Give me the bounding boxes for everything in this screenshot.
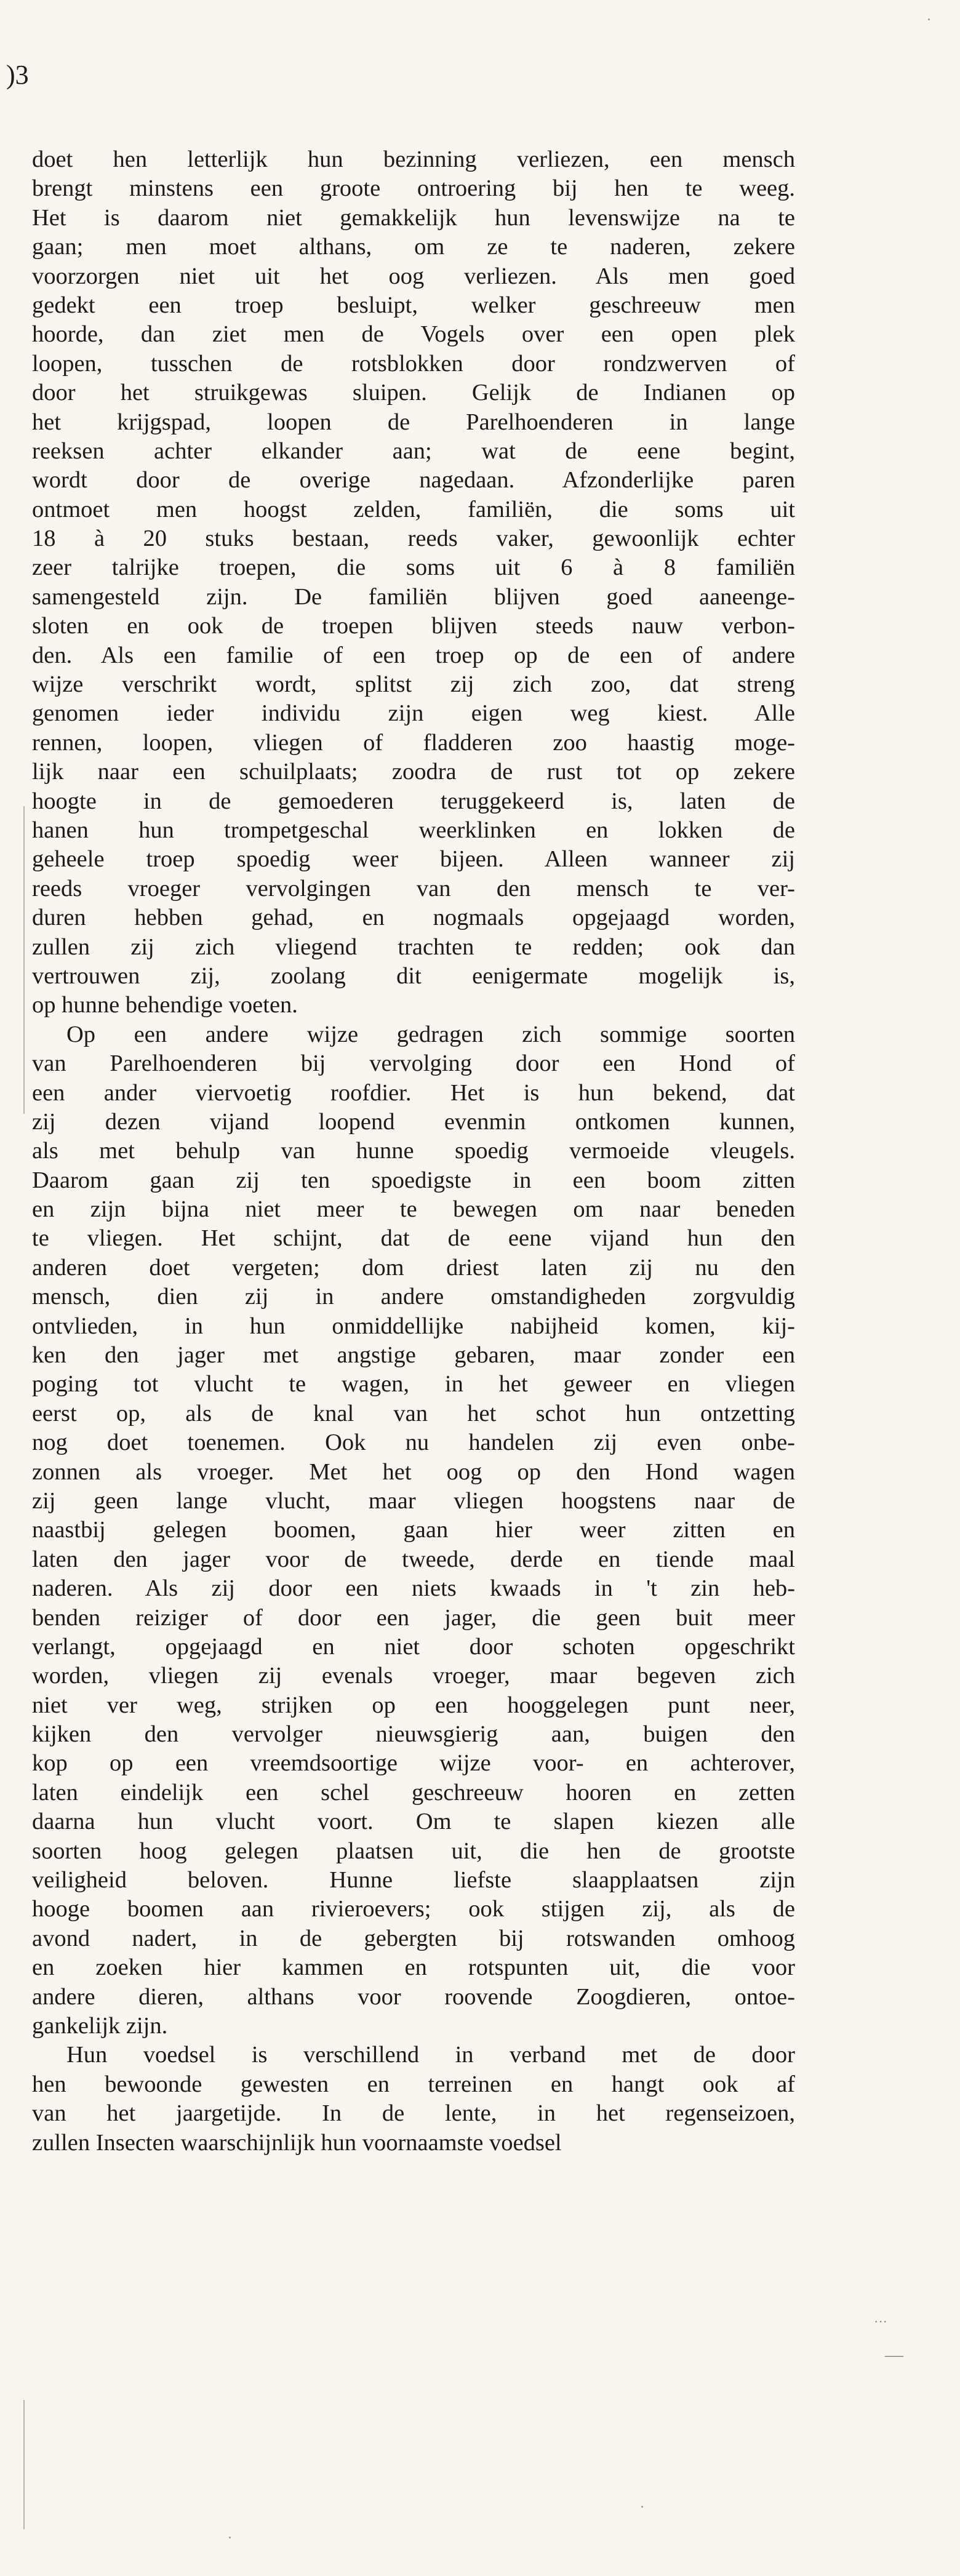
paragraph [32,145,795,1020]
text-line: samengesteld zijn. De familiën blijven goed aaneenge- [32,583,795,610]
text-column [32,145,795,2158]
paragraph [32,2041,795,2158]
margin-mark: ··· [874,2314,887,2329]
text-line: op hunne behendige voeten. [32,992,298,1018]
left-margin-rule [23,2400,25,2529]
speck [641,2506,643,2508]
text-line: veiligheid beloven. Hunne liefste slaapplaatsen zijn [32,1867,795,1894]
text-line: ontvlieden, in hun onmiddellijke nabijheid komen, kij- [32,1313,795,1339]
text-line: andere dieren, althans voor roovende Zoogdieren, ontoe- [32,1983,795,2010]
text-line: doet hen letterlijk hun bezinning verliezen, een mensch [32,146,795,172]
page-number: )3 [6,60,29,90]
text-line: den. Als een familie of een troep op de een of andere [32,642,795,668]
text-line: gedekt een troep besluipt, welker geschreeuw men [32,292,795,318]
text-line: als met behulp van hunne spoedig vermoeide vleugels. [32,1138,795,1164]
text-line: rennen, loopen, vliegen of fladderen zoo haastig moge- [32,729,795,756]
text-line: brengt minstens een groote ontroering bij hen te weeg. [32,175,795,202]
text-line: van het jaargetijde. In de lente, in het regenseizoen, [32,2100,795,2127]
text-line: zij geen lange vlucht, maar vliegen hoogstens naar de [32,1487,795,1514]
text-line: niet ver weg, strijken op een hooggelegen punt neer, [32,1692,795,1718]
text-line: kop op een vreemdsoortige wijze voor- en achterover, [32,1750,795,1777]
text-line: Op een andere wijze gedragen zich sommige soorten [66,1021,795,1047]
text-line: hen bewoonde gewesten en terreinen en hangt ook af [32,2071,795,2097]
speck [928,18,930,20]
text-line: hooge boomen aan rivieroevers; ook stijgen zij, als de [32,1896,795,1922]
text-line: reeds vroeger vervolgingen van den mensch te ver- [32,875,795,902]
text-line: loopen, tusschen de rotsblokken door rondzwerven of [32,350,795,377]
text-line: en zijn bijna niet meer te bewegen om naar beneden [32,1196,795,1223]
text-line: naastbij gelegen boomen, gaan hier weer zitten en [32,1517,795,1543]
text-line: eerst op, als de knal van het schot hun ontzetting [32,1400,795,1426]
text-line: en zoeken hier kammen en rotspunten uit, die voor [32,1954,795,1981]
text-line: een ander viervoetig roofdier. Het is hun bekend, dat [32,1079,795,1106]
text-line: voorzorgen niet uit het oog verliezen. Als men goed [32,263,795,289]
text-line: naderen. Als zij door een niets kwaads in 't zin heb- [32,1575,795,1602]
text-line: hoogte in de gemoederen teruggekeerd is, laten de [32,788,795,814]
text-line: anderen doet vergeten; dom driest laten zij nu den [32,1254,795,1281]
text-line: poging tot vlucht te wagen, in het geweer en vliegen [32,1371,795,1398]
text-line: genomen ieder individu zijn eigen weg kiest. Alle [32,700,795,727]
text-line: zeer talrijke troepen, die soms uit 6 à 8 familiën [32,554,795,581]
text-line: laten den jager voor de tweede, derde en tiende maal [32,1546,795,1572]
text-line: wijze verschrikt wordt, splitst zij zich zoo, dat streng [32,671,795,698]
text-line: gaan; men moet althans, om ze te naderen, zekere [32,234,795,260]
text-line: Hun voedsel is verschillend in verband met de door [66,2042,795,2068]
margin-mark: — [885,2345,903,2365]
text-line: hanen hun trompetgeschal weerklinken en lokken de [32,817,795,843]
text-line: mensch, dien zij in andere omstandigheden zorgvuldig [32,1284,795,1310]
text-line: ken den jager met angstige gebaren, maar zonder een [32,1342,795,1369]
text-line: te vliegen. Het schijnt, dat de eene vijand hun den [32,1225,795,1252]
text-line: nog doet toenemen. Ook nu handelen zij even onbe- [32,1430,795,1456]
left-margin-rule [23,806,25,1114]
text-line: kijken den vervolger nieuwsgierig aan, buigen den [32,1721,795,1748]
text-line: reeksen achter elkander aan; wat de eene begint, [32,438,795,464]
text-line: geheele troep spoedig weer bijeen. Alleen wanneer zij [32,846,795,873]
text-line: zullen zij zich vliegend trachten te redden; ook dan [32,934,795,960]
text-line: lijk naar een schuilplaats; zoodra de rust tot op zekere [32,759,795,785]
text-line: van Parelhoenderen bij vervolging door een Hond of [32,1050,795,1077]
text-line: benden reiziger of door een jager, die geen buit meer [32,1604,795,1631]
text-line: verlangt, opgejaagd en niet door schoten opgeschrikt [32,1633,795,1660]
text-line: Het is daarom niet gemakkelijk hun levenswijze na te [32,204,795,231]
text-line: het krijgspad, loopen de Parelhoenderen in lange [32,409,795,435]
text-line: laten eindelijk een schel geschreeuw hooren en zetten [32,1779,795,1806]
text-line: avond nadert, in de gebergten bij rotswanden omhoog [32,1925,795,1951]
text-line: Daarom gaan zij ten spoedigste in een boom zitten [32,1167,795,1193]
paragraph [32,1020,795,2041]
text-line: zonnen als vroeger. Met het oog op den Hond wagen [32,1458,795,1485]
text-line: 18 à 20 stuks bestaan, reeds vaker, gewoonlijk echter [32,526,795,552]
text-line: gankelijk zijn. [32,2013,168,2039]
text-line: vertrouwen zij, zoolang dit eenigermate mogelijk is, [32,962,795,989]
text-line: sloten en ook de troepen blijven steeds nauw verbon- [32,613,795,639]
text-line: soorten hoog gelegen plaatsen uit, die hen de grootste [32,1838,795,1864]
text-line: worden, vliegen zij evenals vroeger, maar begeven zich [32,1663,795,1689]
text-line: duren hebben gehad, en nogmaals opgejaagd worden, [32,905,795,931]
text-line: daarna hun vlucht voort. Om te slapen kiezen alle [32,1809,795,1835]
text-line: hoorde, dan ziet men de Vogels over een open plek [32,321,795,348]
text-line: zullen Insecten waarschijnlijk hun voornaamste voedsel [32,2129,562,2156]
text-line: door het struikgewas sluipen. Gelijk de Indianen op [32,380,795,406]
speck [229,2537,231,2538]
text-line: ontmoet men hoogst zelden, familiën, die soms uit [32,496,795,522]
text-line: zij dezen vijand loopend evenmin ontkomen kunnen, [32,1108,795,1135]
text-line: wordt door de overige nagedaan. Afzonderlijke paren [32,467,795,494]
